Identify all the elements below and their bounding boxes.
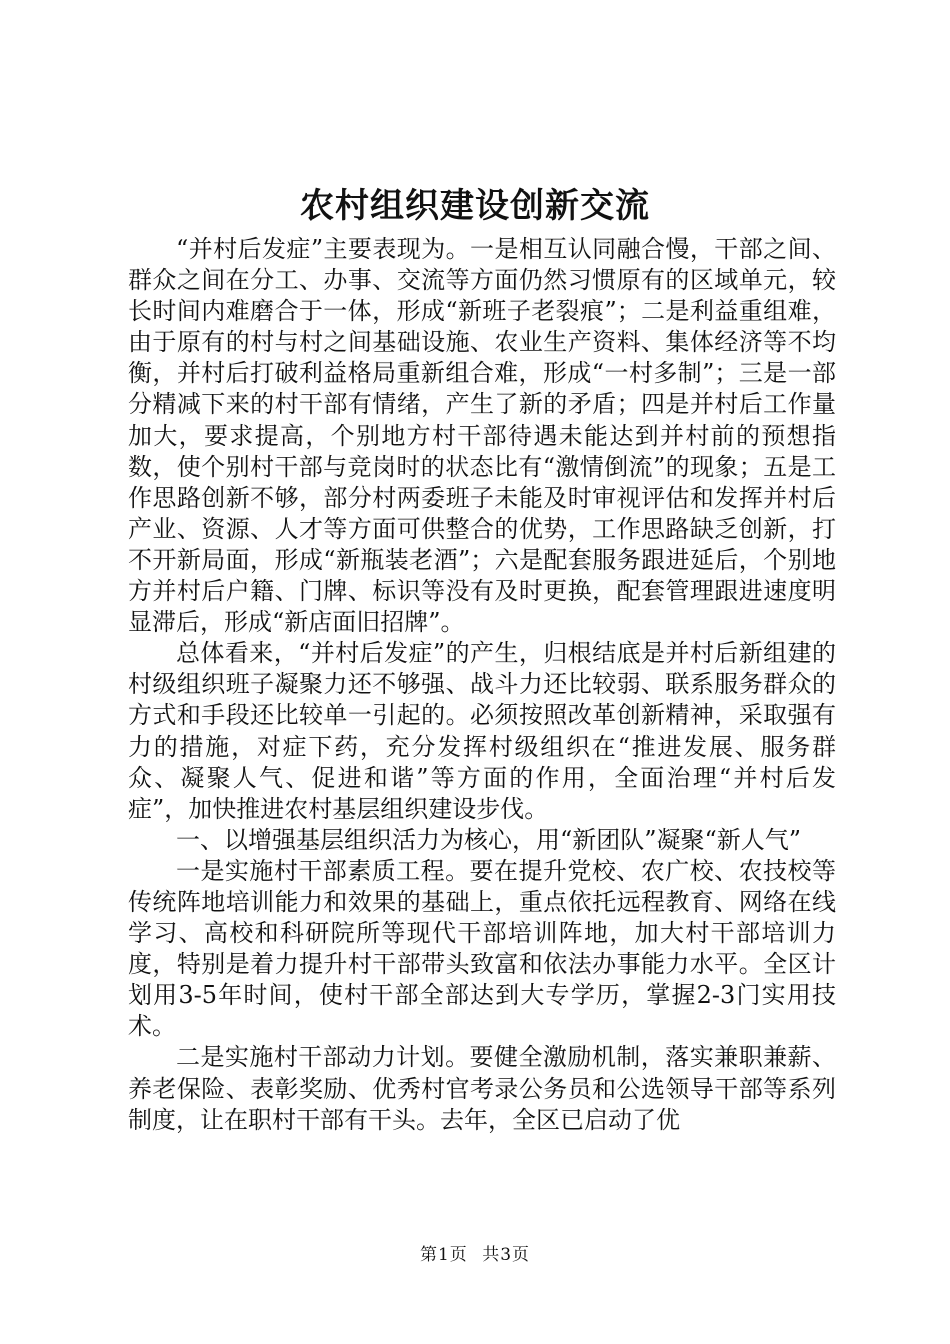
body-paragraph: 总体看来，“并村后发症”的产生，归根结底是并村后新组建的村级组织班子凝聚力还不够强、战斗力还比较弱、联系服务群众的方式和手段还比较单一引起的。必须按照改革创新精神，采取强有力的措施，对症下药，充分发挥村级组织在“推进发展、服务群众、凝聚人气、促进和谐”等方面的作用，全面治理“并村后发症”，加快推进农村基层组织建设步伐。 <box>128 639 836 823</box>
page-number: 第1页 <box>419 1245 468 1265</box>
body-paragraph: 一是实施村干部素质工程。要在提升党校、农广校、农技校等传统阵地培训能力和效果的基础上，重点依托远程教育、网络在线学习、高校和科研院所等现代干部培训阵地，加大村干部培训力度，特别是着力提升村干部带头致富和依法办事能力水平。全区计划用3-5年时间，使村干部全部达到大专学历，掌握2-3门实用技术。 <box>128 856 836 1041</box>
body-paragraph: “并村后发症”主要表现为。一是相互认同融合慢，干部之间、群众之间在分工、办事、交流等方面仍然习惯原有的区域单元，较长时间内难磨合于一体，形成“新班子老裂痕”；二是利益重组难，由于原有的村与村之间基础设施、农业生产资料、集体经济等不均衡，并村后打破利益格局重新组合难，形成“一村多制”；三是一部分精减下来的村干部有情绪，产生了新的矛盾；四是并村后工作量加大，要求提高，个别地方村干部待遇未能达到并村前的预想指数，使个别村干部与竞岗时的状态比有“激情倒流”的现象；五是工作思路创新不够，部分村两委班子未能及时审视评估和发挥并村后产业、资源、人才等方面可供整合的优势，工作思路缺乏创新，打不开新局面，形成“新瓶装老酒”；六是配套服务跟进延后，个别地方并村后户籍、门牌、标识等没有及时更换，配套管理跟进速度明显滞后，形成“新店面旧招牌”。 <box>128 235 836 637</box>
document-body <box>128 234 836 1136</box>
page-total: 共3页 <box>482 1245 531 1265</box>
section-heading: 一、以增强基层组织活力为核心，用“新团队”凝聚“新人气” <box>176 825 802 854</box>
page-title: 农村组织建设创新交流 <box>300 186 650 226</box>
body-paragraph: 二是实施村干部动力计划。要健全激励机制，落实兼职兼薪、养老保险、表彰奖励、优秀村官考录公务员和公选领导干部等系列制度，让在职村干部有干头。去年，全区已启动了优 <box>128 1043 836 1134</box>
page-footer <box>0 1244 950 1266</box>
